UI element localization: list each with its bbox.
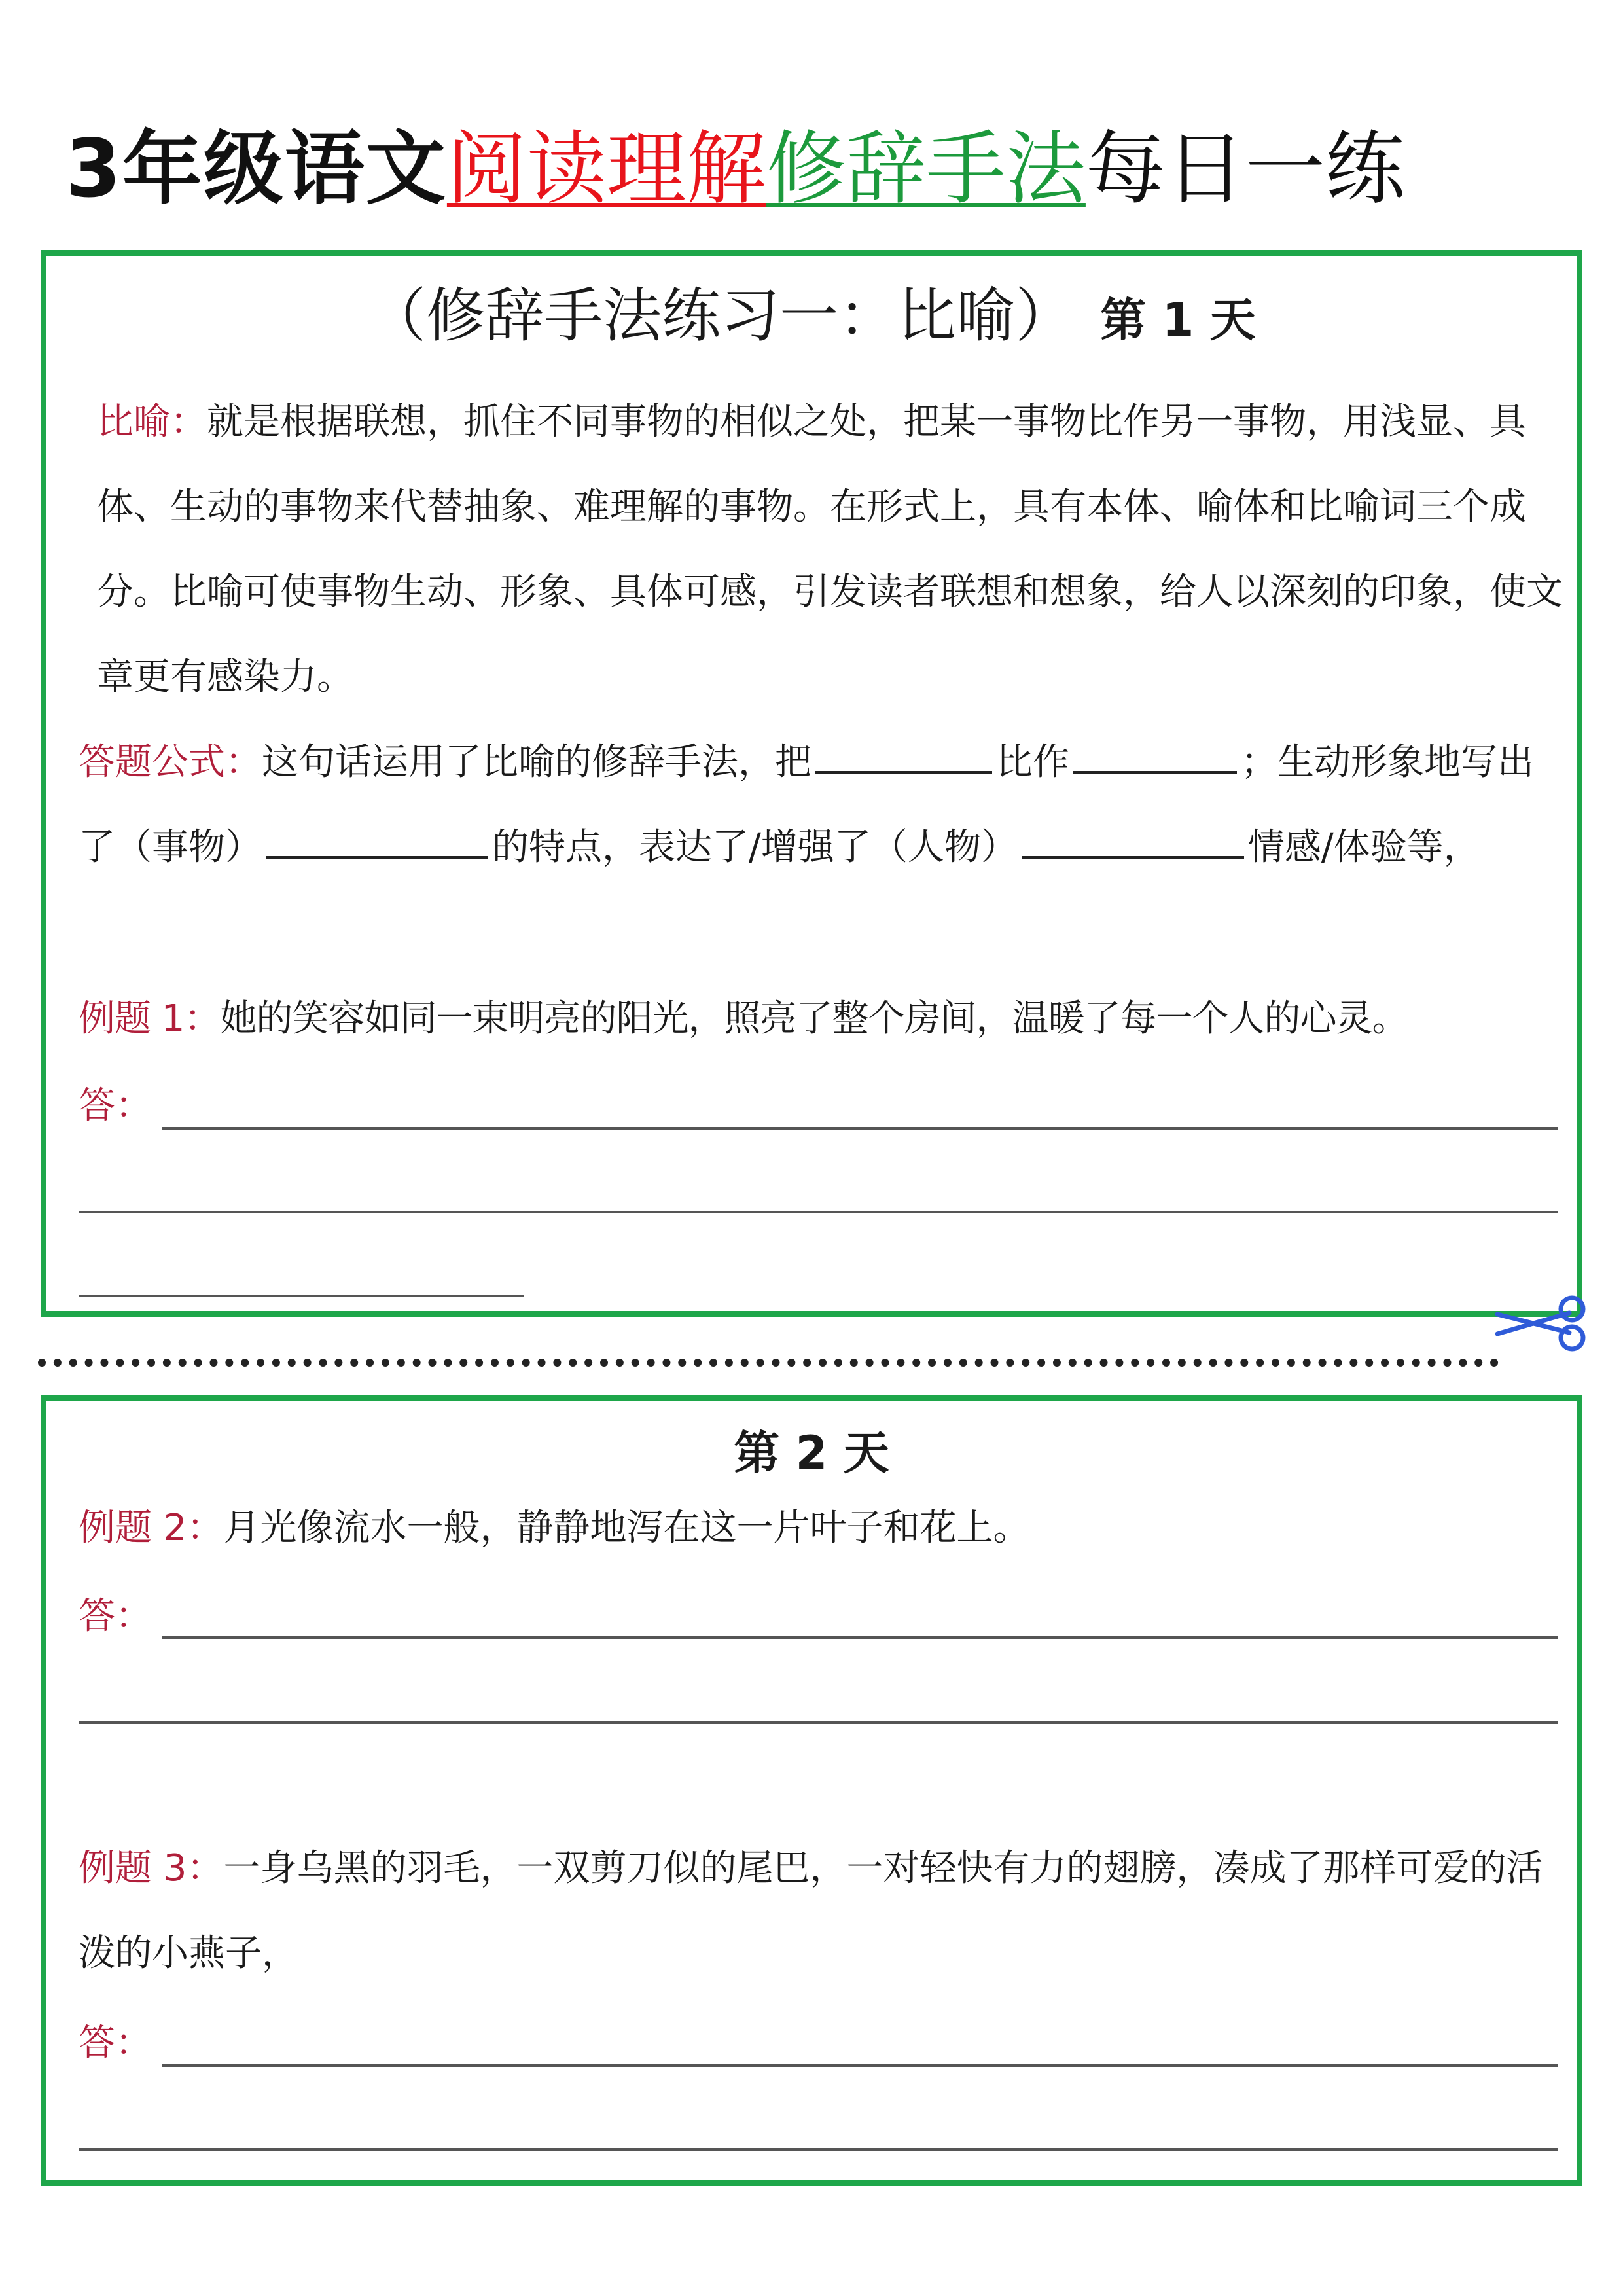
answer-2-line-1[interactable] [162,1636,1558,1639]
formula-blank-tenor[interactable] [815,734,992,774]
answer-3-line-2[interactable] [79,2148,1558,2151]
formula-blank-emotion[interactable] [1022,819,1244,859]
formula-part-3: ；生动形象地写出了（事物） [79,741,1534,869]
formula-part-4: 的特点，表达了/增强了（人物） [492,826,1018,869]
title-grade: 3年级语文 [65,122,447,215]
answer-2-line-2[interactable] [79,1721,1558,1724]
title-rhetoric: 修辞手法 [766,122,1086,215]
metaphor-definition [79,380,1576,720]
example-2 [79,1486,1558,1571]
formula-part-2: 比作 [996,741,1069,783]
day1-heading [0,274,1623,359]
answer-2-label: 答： [79,1595,152,1638]
day1-topic: （修辞手法练习一：比喻） [367,281,1075,350]
example-1-label: 例题 1： [79,997,221,1040]
answer-formula [79,720,1558,975]
title-daily: 每日一练 [1085,122,1405,215]
example-3 [79,1826,1558,1996]
worksheet-title [65,110,1505,228]
answer-1-line-2[interactable] [79,1211,1558,1213]
example-3-label: 例题 3： [79,1847,224,1890]
scissors-icon [1491,1287,1589,1359]
answer-1-line-3[interactable] [79,1295,524,1297]
answer-1-line-1[interactable] [162,1127,1558,1130]
formula-label: 答题公式： [79,741,262,783]
title-reading: 阅读理解 [446,122,766,215]
example-3-text: 一身乌黑的羽毛，一双剪刀似的尾巴，一对轻快有力的翅膀，凑成了那样可爱的活泼的小燕子， [79,1847,1543,1975]
day1-label: 第 1 天 [1100,293,1256,347]
cut-line [38,1359,1499,1367]
definition-text: 就是根据联想，抓住不同事物的相似之处，把某一事物比作另一事物，用浅显、具体、生动的事物来代替抽象、难理解的事物。在形式上，具有本体、喻体和比喻词三个成分。比喻可使事物生动、形象、具体可感，引发读者联想和想象，给人以深刻的印象，使文章更有感染力。 [97,401,1563,698]
formula-part-5: 情感/体验等， [1247,826,1480,869]
example-1-text: 她的笑容如同一束明亮的阳光，照亮了整个房间，温暖了每一个人的心灵。 [220,997,1408,1040]
answer-3-line-1[interactable] [162,2064,1558,2067]
definition-label: 比喻： [97,401,207,443]
example-2-label: 例题 2： [79,1507,224,1549]
formula-blank-feature[interactable] [266,819,488,859]
day2-heading: 第 2 天 [734,1426,889,1480]
formula-part-1: 这句话运用了比喻的修辞手法，把 [262,741,812,783]
answer-3-label: 答： [79,2022,152,2064]
example-2-text: 月光像流水一般，静静地泻在这一片叶子和花上。 [223,1507,1030,1549]
answer-1-label: 答： [79,1085,152,1127]
formula-blank-vehicle[interactable] [1073,734,1237,774]
example-1 [79,977,1558,1062]
